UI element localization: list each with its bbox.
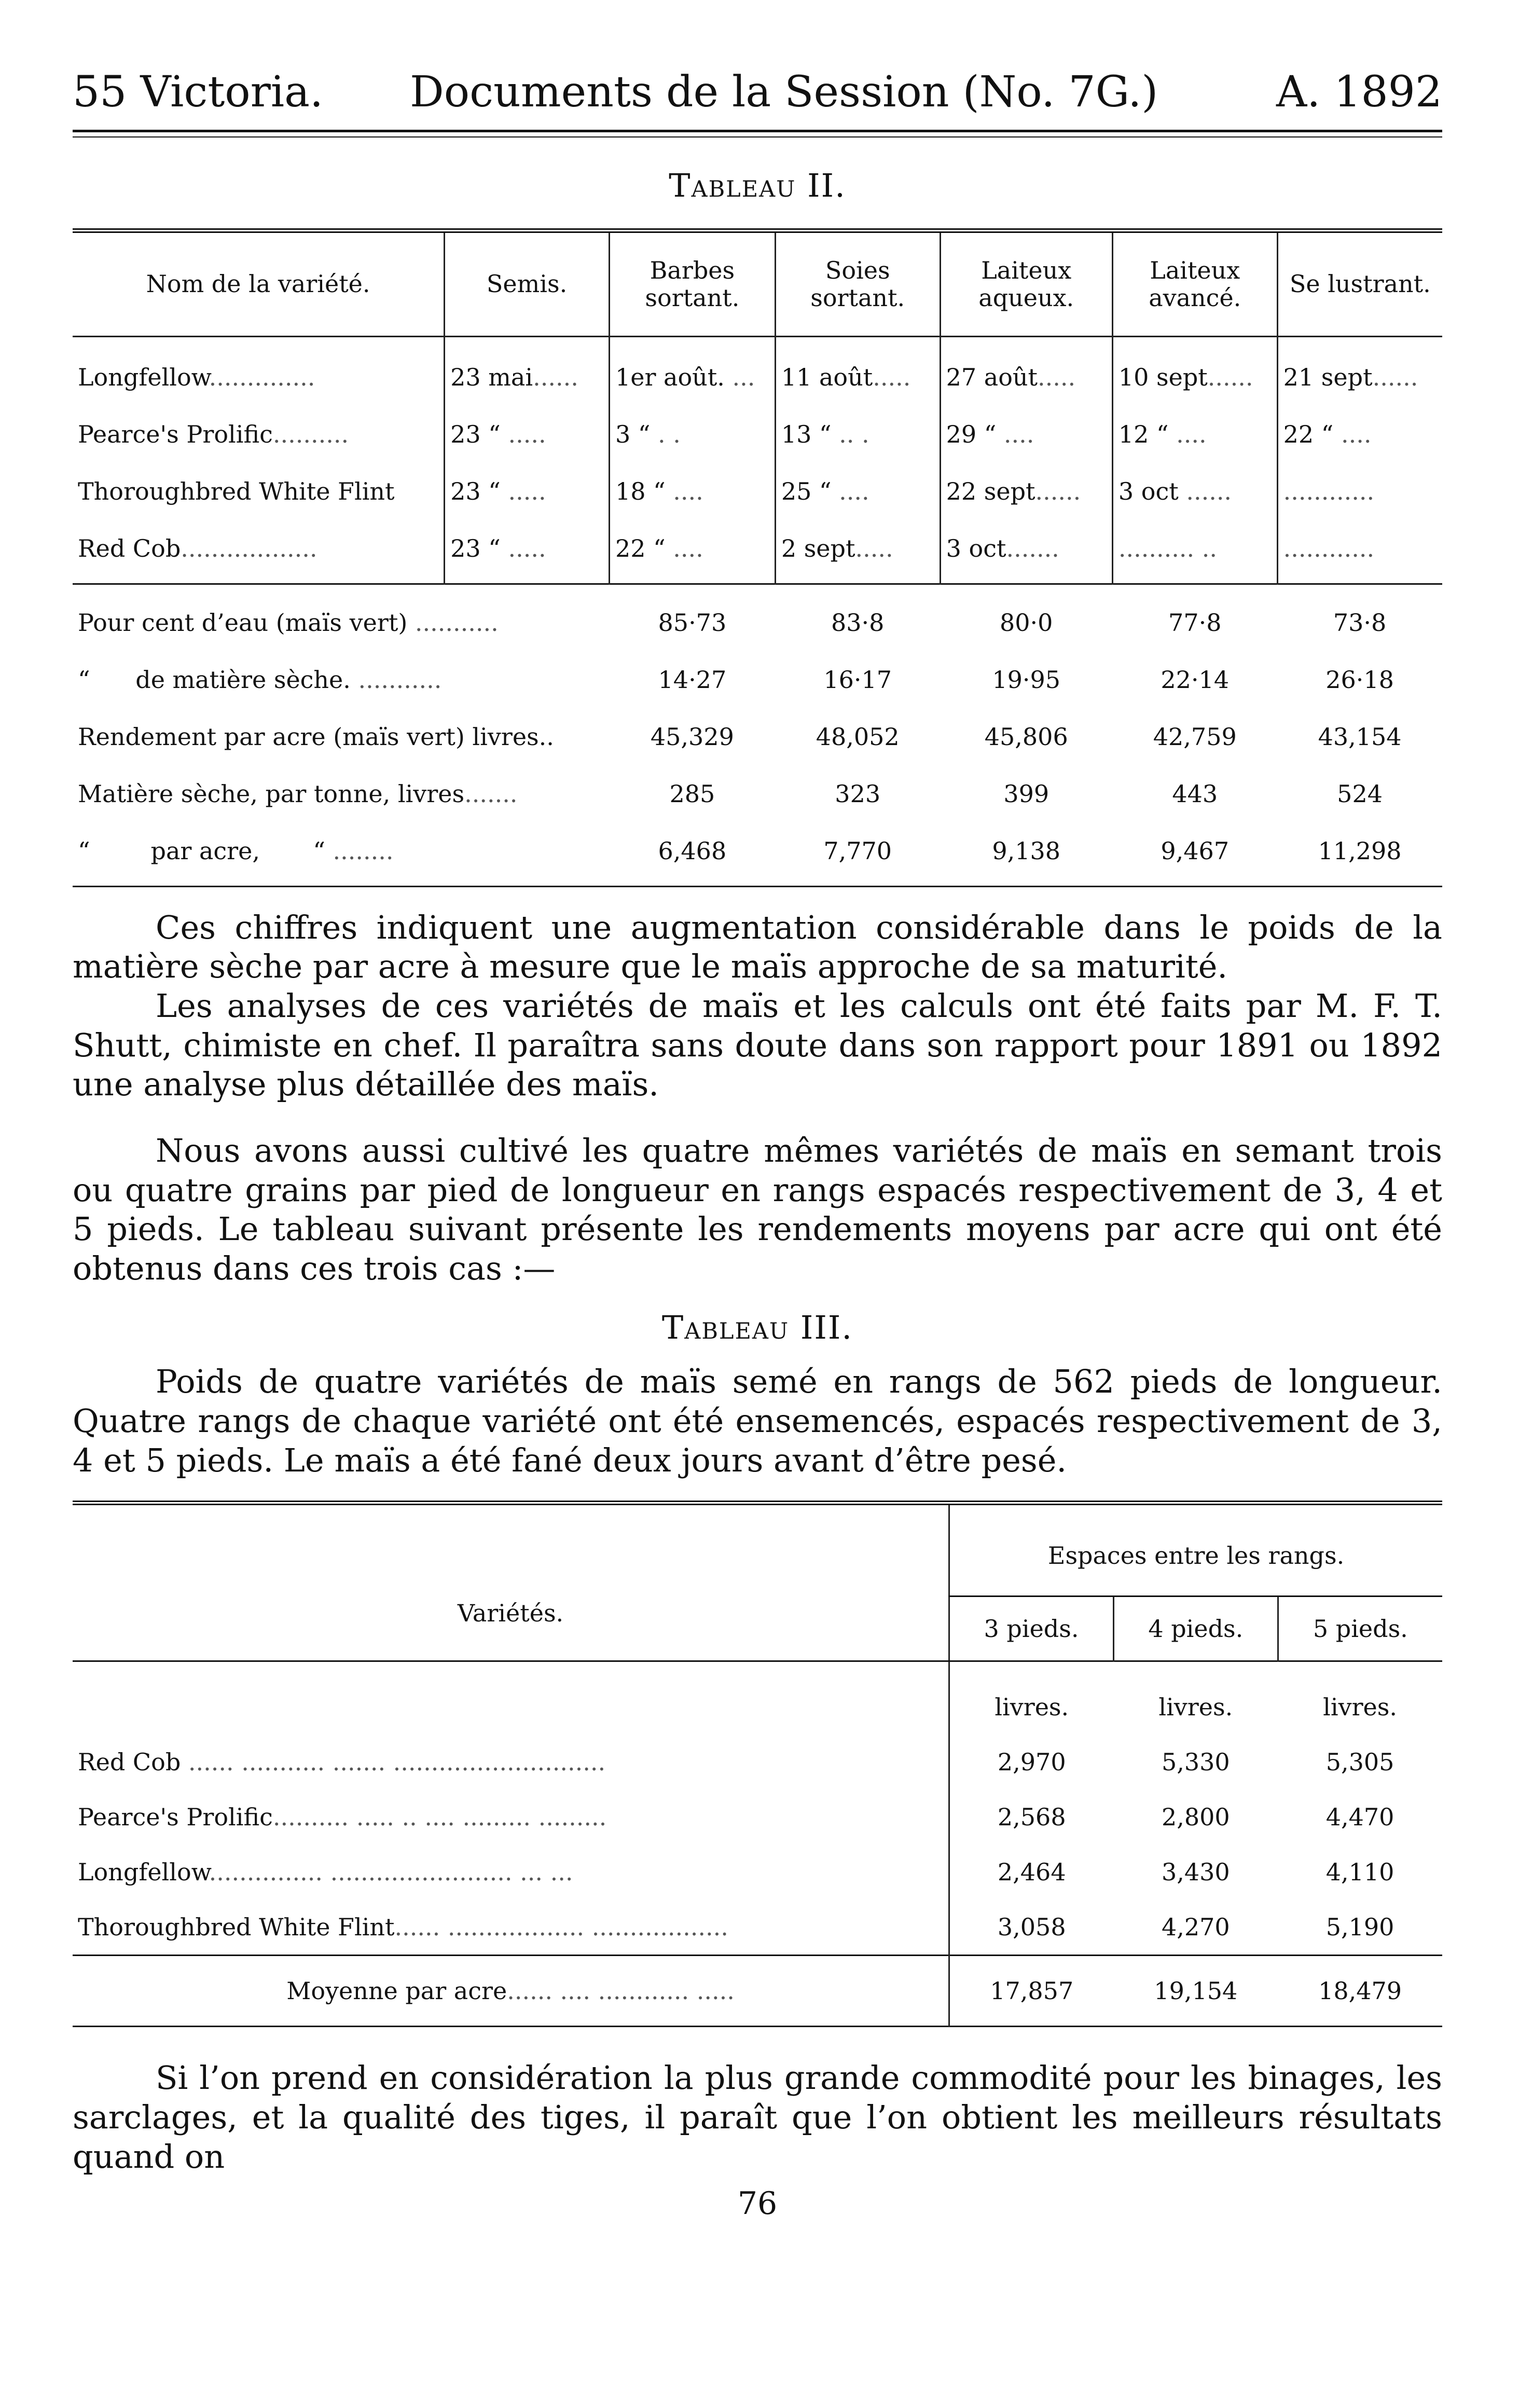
date-cell: 3 oct....... bbox=[940, 520, 1112, 584]
paragraph: Si l’on prend en considération la plus grande commodité pour les binages, les sarclages, et la qualité des tiges, il paraît que l’on obtient les meilleurs résultats quand on bbox=[73, 2059, 1442, 2176]
table-row bbox=[73, 708, 1442, 765]
stat-value: 48,052 bbox=[816, 722, 900, 751]
yield-value: 3,058 bbox=[949, 1900, 1114, 1956]
yield-value: 5,305 bbox=[1325, 1748, 1394, 1777]
col-header: Laiteux avancé. bbox=[1112, 231, 1277, 337]
stat-value: 11,298 bbox=[1318, 836, 1402, 865]
stat-value: 16·17 bbox=[823, 665, 892, 694]
stat-value: 77·8 bbox=[1168, 608, 1222, 637]
stat-value: 7,770 bbox=[823, 836, 892, 865]
unit-label: livres. bbox=[949, 1661, 1114, 1735]
table-row bbox=[73, 1845, 1442, 1900]
date-cell: 1er août. ... bbox=[609, 336, 775, 406]
variety-name: Longfellow............... ........................ ... ... bbox=[78, 1858, 573, 1887]
unit-label: livres. bbox=[1323, 1693, 1398, 1722]
table-row bbox=[73, 406, 1442, 463]
table3-group-row bbox=[73, 1503, 1442, 1597]
col-header: Soies sortant. bbox=[775, 231, 940, 337]
date-cell: 27 août..... bbox=[940, 336, 1112, 406]
stat-value: 9,467 bbox=[1161, 836, 1230, 865]
stat-label: “ de matière sèche. ........... bbox=[78, 665, 442, 694]
table3-title: Tableau III. bbox=[661, 1309, 853, 1347]
stat-value: 9,138 bbox=[992, 836, 1061, 865]
col-header: 3 pieds. bbox=[949, 1597, 1114, 1661]
variety-name: Pearce's Prolific.......... ..... .. .... ......... ......... bbox=[78, 1803, 607, 1832]
page-number: 76 bbox=[737, 2185, 778, 2222]
variety-name: Longfellow.............. bbox=[73, 336, 445, 406]
stat-label: Rendement par acre (maïs vert) livres.. bbox=[78, 722, 554, 751]
table-row bbox=[73, 1790, 1442, 1845]
stat-value: 85·73 bbox=[658, 608, 727, 637]
stat-label: “ par acre, “ ........ bbox=[78, 836, 394, 865]
stat-value: 26·18 bbox=[1325, 665, 1394, 694]
yield-value: 4,270 bbox=[1161, 1913, 1230, 1942]
table-row bbox=[73, 463, 1442, 520]
date-cell: 12 “ .... bbox=[1112, 406, 1277, 463]
variety-name: Thoroughbred White Flint bbox=[73, 463, 445, 520]
date-cell: 22 “ .... bbox=[609, 520, 775, 584]
yield-value: 5,330 bbox=[1161, 1748, 1230, 1777]
yield-value: 2,800 bbox=[1161, 1803, 1230, 1832]
page-header bbox=[73, 67, 1442, 130]
date-cell: ............ bbox=[1283, 477, 1375, 505]
date-cell: 2 sept..... bbox=[775, 520, 940, 584]
stat-value: 443 bbox=[1172, 779, 1218, 808]
table-row bbox=[73, 822, 1442, 887]
stat-label: Matière sèche, par tonne, livres....... bbox=[78, 779, 518, 808]
col-header: 5 pieds. bbox=[1278, 1597, 1442, 1661]
date-cell: 13 “ .. . bbox=[775, 406, 940, 463]
paragraph: Nous avons aussi cultivé les quatre mêmes variétés de maïs en semant trois ou quatre grains par pied de longueur en rangs espacés respectivement de 3, 4 et 5 pieds. Le tableau suivant présente les rendements moyens par acre qui ont été obtenus dans ces trois cas :— bbox=[73, 1131, 1442, 1287]
stat-value: 285 bbox=[669, 779, 715, 808]
yield-value: 2,464 bbox=[949, 1845, 1114, 1900]
average-value: 17,857 bbox=[949, 1956, 1114, 2027]
stat-value: 80·0 bbox=[1000, 608, 1053, 637]
unit-label: livres. bbox=[1158, 1693, 1233, 1722]
col-header: Semis. bbox=[445, 231, 610, 337]
table-row bbox=[73, 584, 1442, 651]
header-left: 55 Victoria. bbox=[73, 67, 324, 117]
stat-value: 19·95 bbox=[992, 665, 1061, 694]
yield-value: 3,430 bbox=[1161, 1858, 1230, 1887]
stat-value: 22·14 bbox=[1161, 665, 1230, 694]
date-cell: 21 sept...... bbox=[1283, 363, 1418, 391]
stat-value: 45,806 bbox=[984, 722, 1068, 751]
date-cell: ............ bbox=[1283, 534, 1375, 562]
header-center: Documents de la Session (No. 7G.) bbox=[410, 67, 1158, 117]
date-cell: 23 “ ..... bbox=[445, 520, 610, 584]
varietes-header: Variétés. bbox=[73, 1503, 949, 1661]
date-cell: 29 “ .... bbox=[940, 406, 1112, 463]
table3 bbox=[73, 1501, 1442, 2027]
stat-value: 323 bbox=[835, 779, 881, 808]
yield-value: 4,110 bbox=[1325, 1858, 1394, 1887]
stat-value: 45,329 bbox=[650, 722, 734, 751]
col-header: Barbes sortant. bbox=[609, 231, 775, 337]
date-cell: 18 “ .... bbox=[609, 463, 775, 520]
yield-value: 2,970 bbox=[949, 1735, 1114, 1790]
table2-header-row bbox=[73, 231, 1442, 337]
col-header: 4 pieds. bbox=[1113, 1597, 1278, 1661]
date-cell: 11 août..... bbox=[775, 336, 940, 406]
stat-value: 524 bbox=[1337, 779, 1383, 808]
stat-value: 14·27 bbox=[658, 665, 727, 694]
yield-value: 4,470 bbox=[1325, 1803, 1394, 1832]
date-cell: 22 “ .... bbox=[1283, 420, 1372, 448]
average-value: 18,479 bbox=[1318, 1977, 1402, 2005]
header-right: A. 1892 bbox=[1276, 67, 1442, 117]
table2 bbox=[73, 228, 1442, 887]
units-row bbox=[73, 1661, 1442, 1735]
date-cell: 3 “ . . bbox=[609, 406, 775, 463]
stat-value: 73·8 bbox=[1333, 608, 1387, 637]
header-rule bbox=[73, 130, 1442, 137]
date-cell: 25 “ .... bbox=[775, 463, 940, 520]
date-cell: 23 “ ..... bbox=[445, 463, 610, 520]
variety-name: Thoroughbred White Flint...... .................. .................. bbox=[78, 1913, 728, 1942]
average-label: Moyenne par acre...... .... ............ ..... bbox=[286, 1977, 735, 2005]
stat-value: 42,759 bbox=[1153, 722, 1237, 751]
average-row bbox=[73, 1956, 1442, 2027]
document-page bbox=[73, 67, 1442, 2222]
date-cell: 22 sept...... bbox=[940, 463, 1112, 520]
col-header: Nom de la variété. bbox=[73, 231, 445, 337]
date-cell: .......... .. bbox=[1112, 520, 1277, 584]
table-row bbox=[73, 520, 1442, 584]
date-cell: 23 “ ..... bbox=[445, 406, 610, 463]
group-header: Espaces entre les rangs. bbox=[949, 1503, 1442, 1597]
table-row bbox=[73, 336, 1442, 406]
table-row bbox=[73, 1735, 1442, 1790]
col-header: Se lustrant. bbox=[1289, 270, 1431, 298]
date-cell: 23 mai...... bbox=[445, 336, 610, 406]
stat-value: 6,468 bbox=[658, 836, 727, 865]
variety-name: Red Cob.................. bbox=[73, 520, 445, 584]
stat-label: Pour cent d’eau (maïs vert) ........... bbox=[78, 608, 499, 637]
paragraph: Ces chiffres indiquent une augmentation considérable dans le poids de la matière sèche par acre à mesure que le maïs approche de sa maturité. bbox=[73, 908, 1442, 986]
date-cell: 3 oct ...... bbox=[1112, 463, 1277, 520]
stat-value: 399 bbox=[1003, 779, 1050, 808]
table-row bbox=[73, 765, 1442, 822]
table3-caption: Poids de quatre variétés de maïs semé en rangs de 562 pieds de longueur. Quatre rangs de chaque variété ont été ensemencés, espacés respectivement de 3, 4 et 5 pieds. Le maïs a été fané deux jours avant d’être pesé. bbox=[73, 1363, 1442, 1479]
paragraph: Les analyses de ces variétés de maïs et les calculs ont été faits par M. F. T. Shutt, chimiste en chef. Il paraîtra sans doute dans son rapport pour 1891 ou 1892 une analyse plus détaillée des maïs. bbox=[73, 987, 1442, 1104]
variety-name: Red Cob ...... ........... ....... ............................ bbox=[78, 1748, 606, 1777]
average-value: 19,154 bbox=[1154, 1977, 1238, 2005]
yield-value: 2,568 bbox=[949, 1790, 1114, 1845]
yield-value: 5,190 bbox=[1325, 1913, 1394, 1942]
table-row bbox=[73, 651, 1442, 708]
stat-value: 43,154 bbox=[1318, 722, 1402, 751]
date-cell: 10 sept...... bbox=[1112, 336, 1277, 406]
col-header: Laiteux aqueux. bbox=[940, 231, 1112, 337]
variety-name: Pearce's Prolific.......... bbox=[73, 406, 445, 463]
stat-value: 83·8 bbox=[831, 608, 885, 637]
table2-title: Tableau II. bbox=[669, 167, 846, 204]
table-row bbox=[73, 1900, 1442, 1956]
